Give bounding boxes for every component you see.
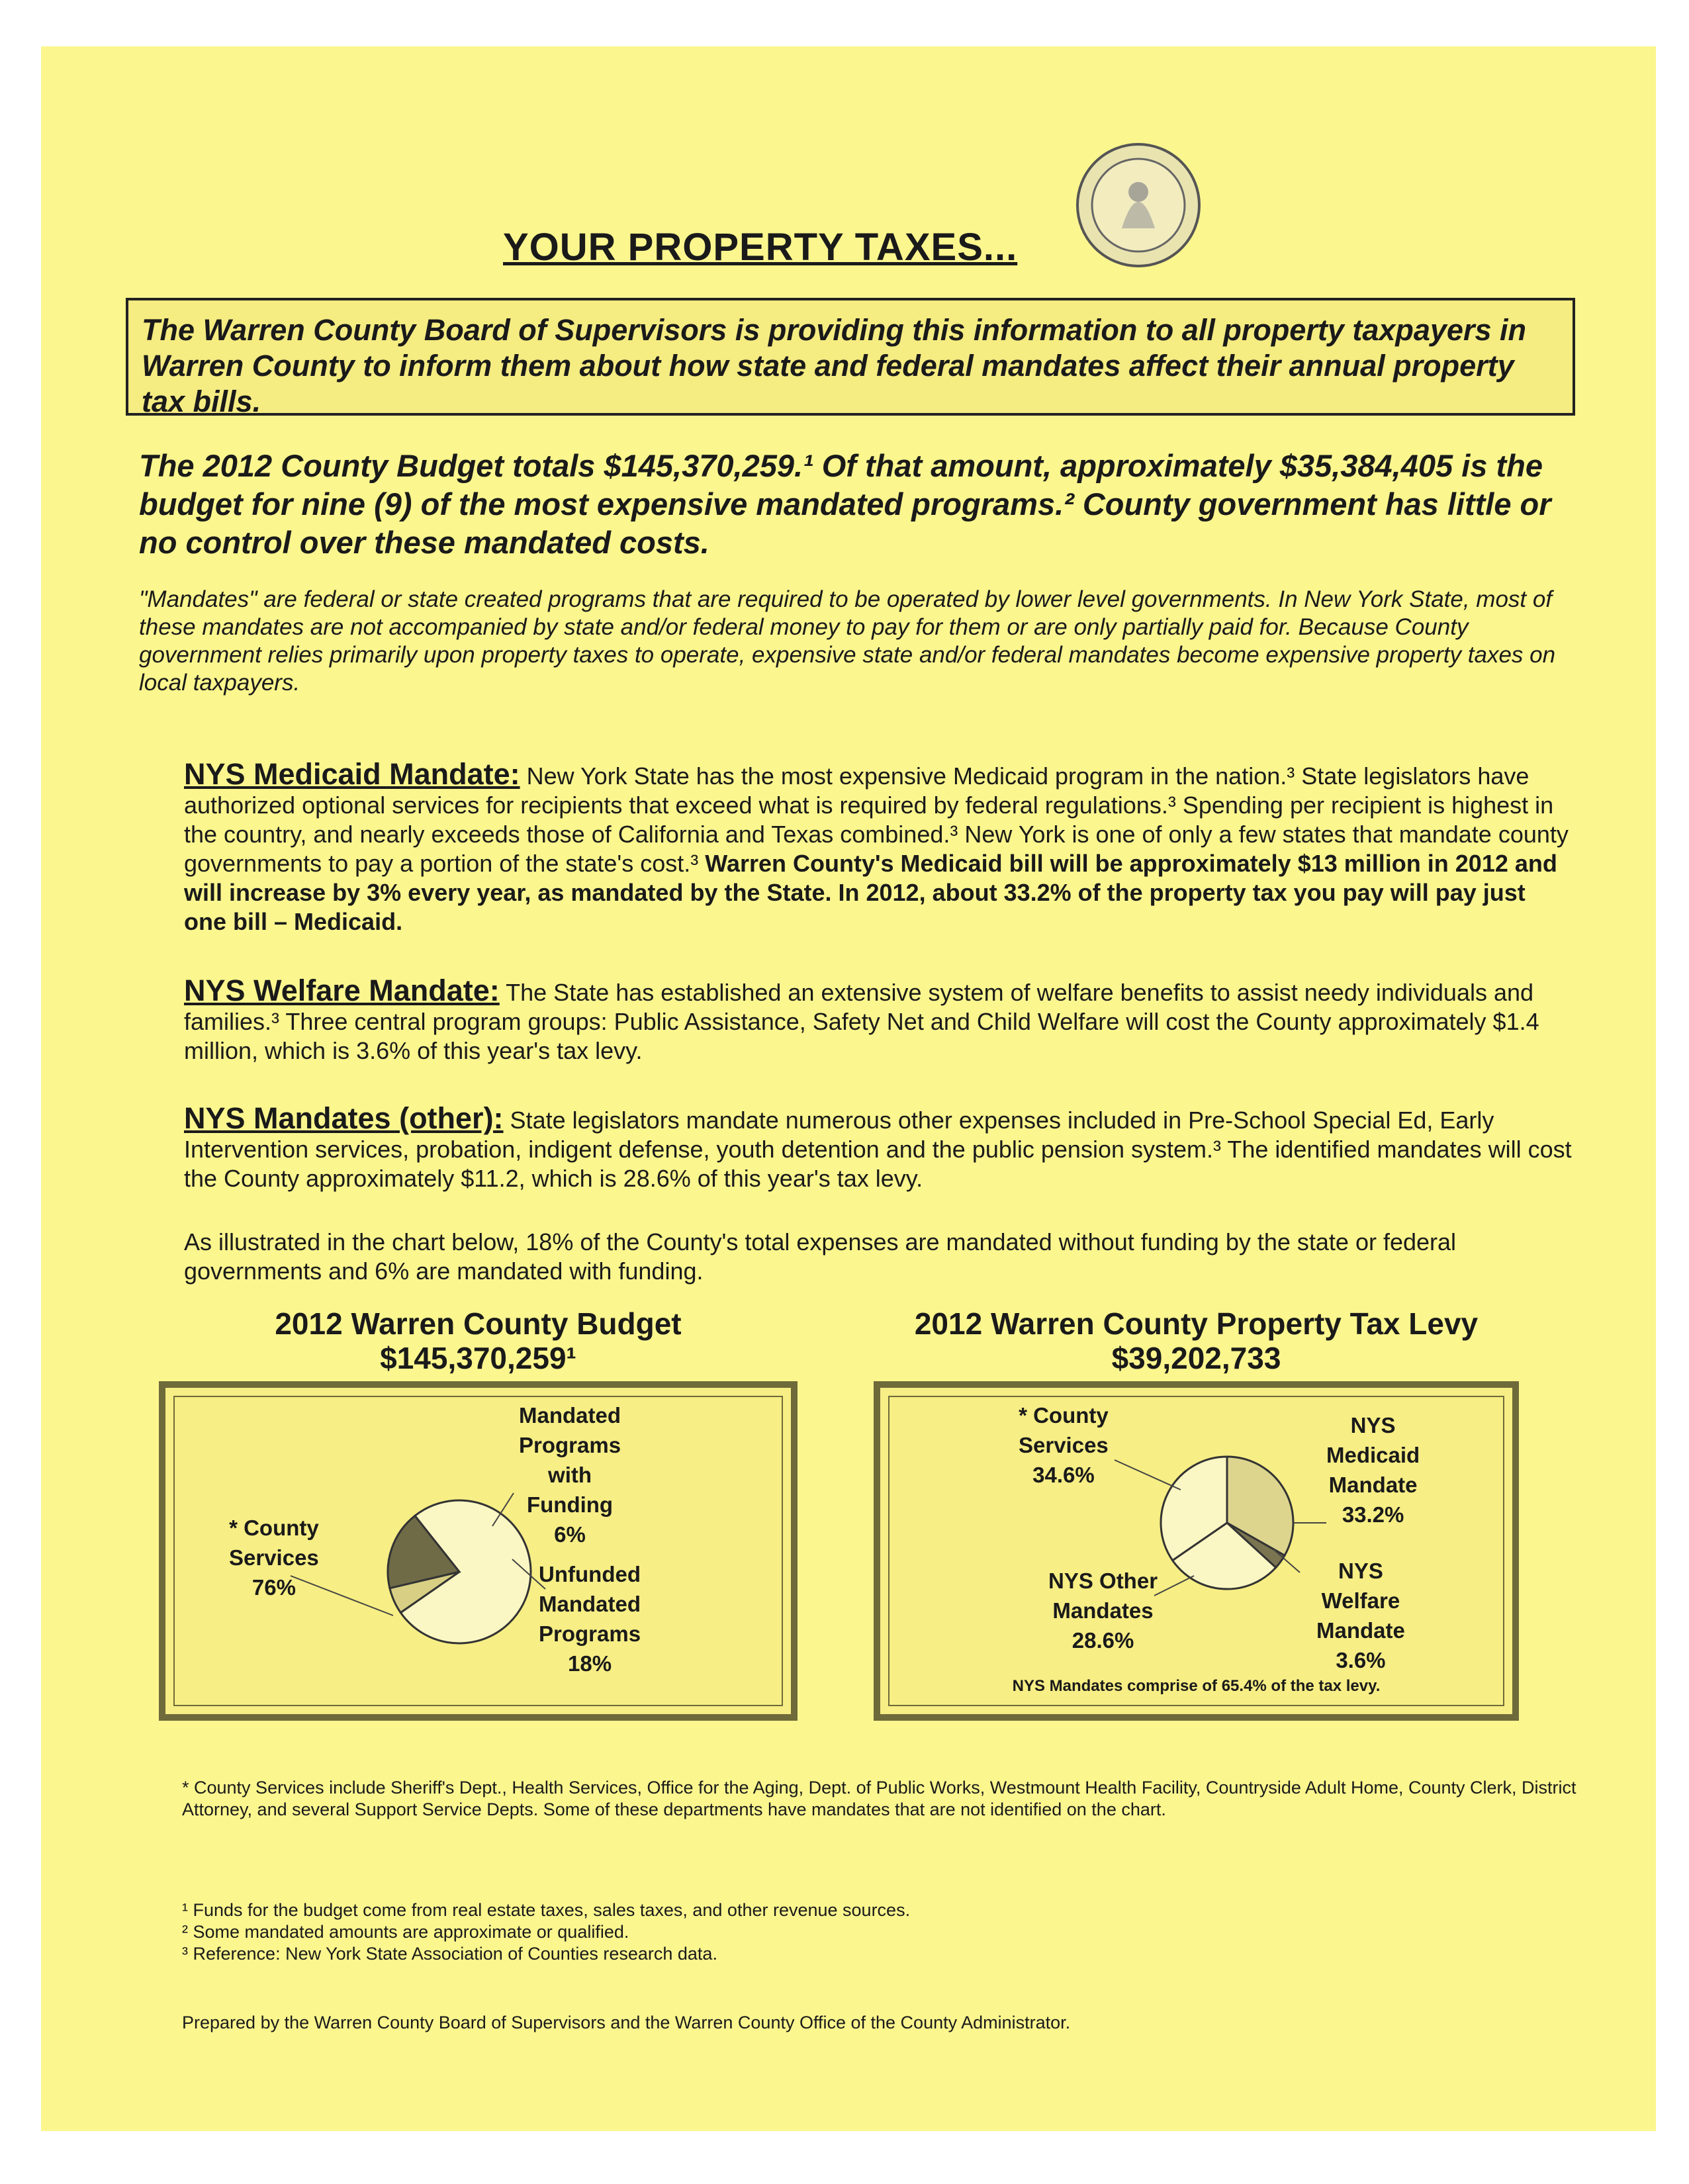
welfare-paragraph bbox=[184, 976, 1574, 1066]
prepared-by: Prepared by the Warren County Board of Supervisors and the Warren County Office of the County Administrator. bbox=[182, 2013, 1071, 2032]
levy-label-county: * County Services 34.6% bbox=[1019, 1403, 1109, 1487]
leader-line bbox=[1154, 1576, 1194, 1596]
levy-chart-inner bbox=[888, 1396, 1504, 1706]
leader-line bbox=[1115, 1460, 1181, 1490]
budget-chart-frame bbox=[159, 1381, 798, 1721]
county-seal-icon bbox=[1072, 139, 1205, 271]
county-services-footnote: * County Services include Sheriff's Dept., Health Services, Office for the Aging, Dept. of Public Works, Westmount Health Facility, Countryside Adult Home, County Clerk, District Attorney, and several Support Service Depts. Some of these departments have mandates that are not identified on the chart. bbox=[182, 1778, 1576, 1819]
footnote-1: ¹ Funds for the budget come from real estate taxes, sales taxes, and other revenue sources. bbox=[182, 1900, 911, 1920]
levy-label-other: NYS Other Mandates 28.6% bbox=[1048, 1569, 1158, 1653]
page-title: YOUR PROPERTY TAXES... bbox=[503, 226, 1018, 269]
footnotes bbox=[182, 1899, 1578, 1965]
budget-chart-inner bbox=[173, 1396, 783, 1706]
mandates-definition: "Mandates" are federal or state created programs that are required to be operated by lower level governments. In New York State, most of these mandates are not accompanied by state and/or federal money to pay for them or are only partially paid for. Because County government relies primarily upon property taxes to operate, expensive state and/or federal mandates become expensive property taxes on local taxpayers. bbox=[139, 586, 1556, 696]
other-mandates-text: State legislators mandate numerous other expenses included in Pre-School Special Ed, Early Intervention services, probation, indigent defense, youth detention and the public pension system.³ The identified mandates will cost the County approximately $11.2, which is 28.6% of this year's tax levy. bbox=[184, 1107, 1572, 1192]
budget-chart-title: 2012 Warren County Budget bbox=[275, 1306, 682, 1341]
levy-chart-amount: $39,202,733 bbox=[1111, 1341, 1281, 1375]
intro-box: The Warren County Board of Supervisors is providing this information to all property taxpayers in Warren County to inform them about how state and federal mandates affect their annual property tax bills. bbox=[126, 298, 1575, 416]
budget-chart-amount: $145,370,259¹ bbox=[380, 1341, 576, 1375]
levy-chart-note: NYS Mandates comprise of 65.4% of the tax levy. bbox=[1012, 1677, 1381, 1695]
other-mandates-paragraph bbox=[184, 1101, 1574, 1193]
medicaid-bold-text: Warren County's Medicaid bill will be approximately $13 million in 2012 and will increase by 3% every year, as mandated by the State. In 2012, about 33.2% of the property tax you pay will pay just one bill – Medicaid. bbox=[184, 850, 1557, 935]
levy-label-welfare: NYS Welfare Mandate 3.6% bbox=[1316, 1559, 1405, 1672]
medicaid-paragraph bbox=[184, 757, 1574, 936]
footnote-2: ² Some mandated amounts are approximate or qualified. bbox=[182, 1922, 629, 1942]
medicaid-heading: NYS Medicaid Mandate: bbox=[184, 757, 520, 791]
welfare-text: The State has established an extensive system of welfare benefits to assist needy individuals and families.³ Three central program groups: Public Assistance, Safety Net and Child Welfare will cost the County approximately $1.4 million, which is 3.6% of this year's tax levy. bbox=[184, 979, 1539, 1064]
budget-label-funded: Mandated Programs with Funding 6% bbox=[519, 1403, 621, 1547]
levy-label-medicaid: NYS Medicaid Mandate 33.2% bbox=[1326, 1413, 1420, 1527]
levy-chart-title: 2012 Warren County Property Tax Levy bbox=[914, 1306, 1479, 1341]
illustrated-paragraph: As illustrated in the chart below, 18% of the County's total expenses are mandated without funding by the state or federal governments and 6% are mandated with funding. bbox=[184, 1228, 1457, 1285]
footnote-3: ³ Reference: New York State Association of Counties research data. bbox=[182, 1944, 717, 1964]
other-mandates-heading: NYS Mandates (other): bbox=[184, 1101, 504, 1135]
budget-label-county: * County Services 76% bbox=[229, 1516, 319, 1600]
levy-chart-frame bbox=[874, 1381, 1519, 1721]
budget-label-unfunded: Unfunded Mandated Programs 18% bbox=[539, 1562, 641, 1676]
budget-lead: The 2012 County Budget totals $145,370,259.¹ Of that amount, approximately $35,384,405 is the budget for nine (9) of the most expensive mandated programs.² County government has little or no control over these mandated costs. bbox=[139, 448, 1551, 560]
welfare-heading: NYS Welfare Mandate: bbox=[184, 974, 500, 1007]
levy-chart bbox=[874, 1307, 1519, 1721]
budget-chart bbox=[159, 1307, 798, 1721]
medicaid-text: New York State has the most expensive Medicaid program in the nation.³ State legislators have authorized optional services for recipients that exceed what is required by federal regulations.³ Spending per recipient is highest in the country, and nearly exceeds those of California and Texas combined.³ New York is one of only a few states that mandate county governments to pay a portion of the state's cost.³ bbox=[184, 762, 1569, 877]
